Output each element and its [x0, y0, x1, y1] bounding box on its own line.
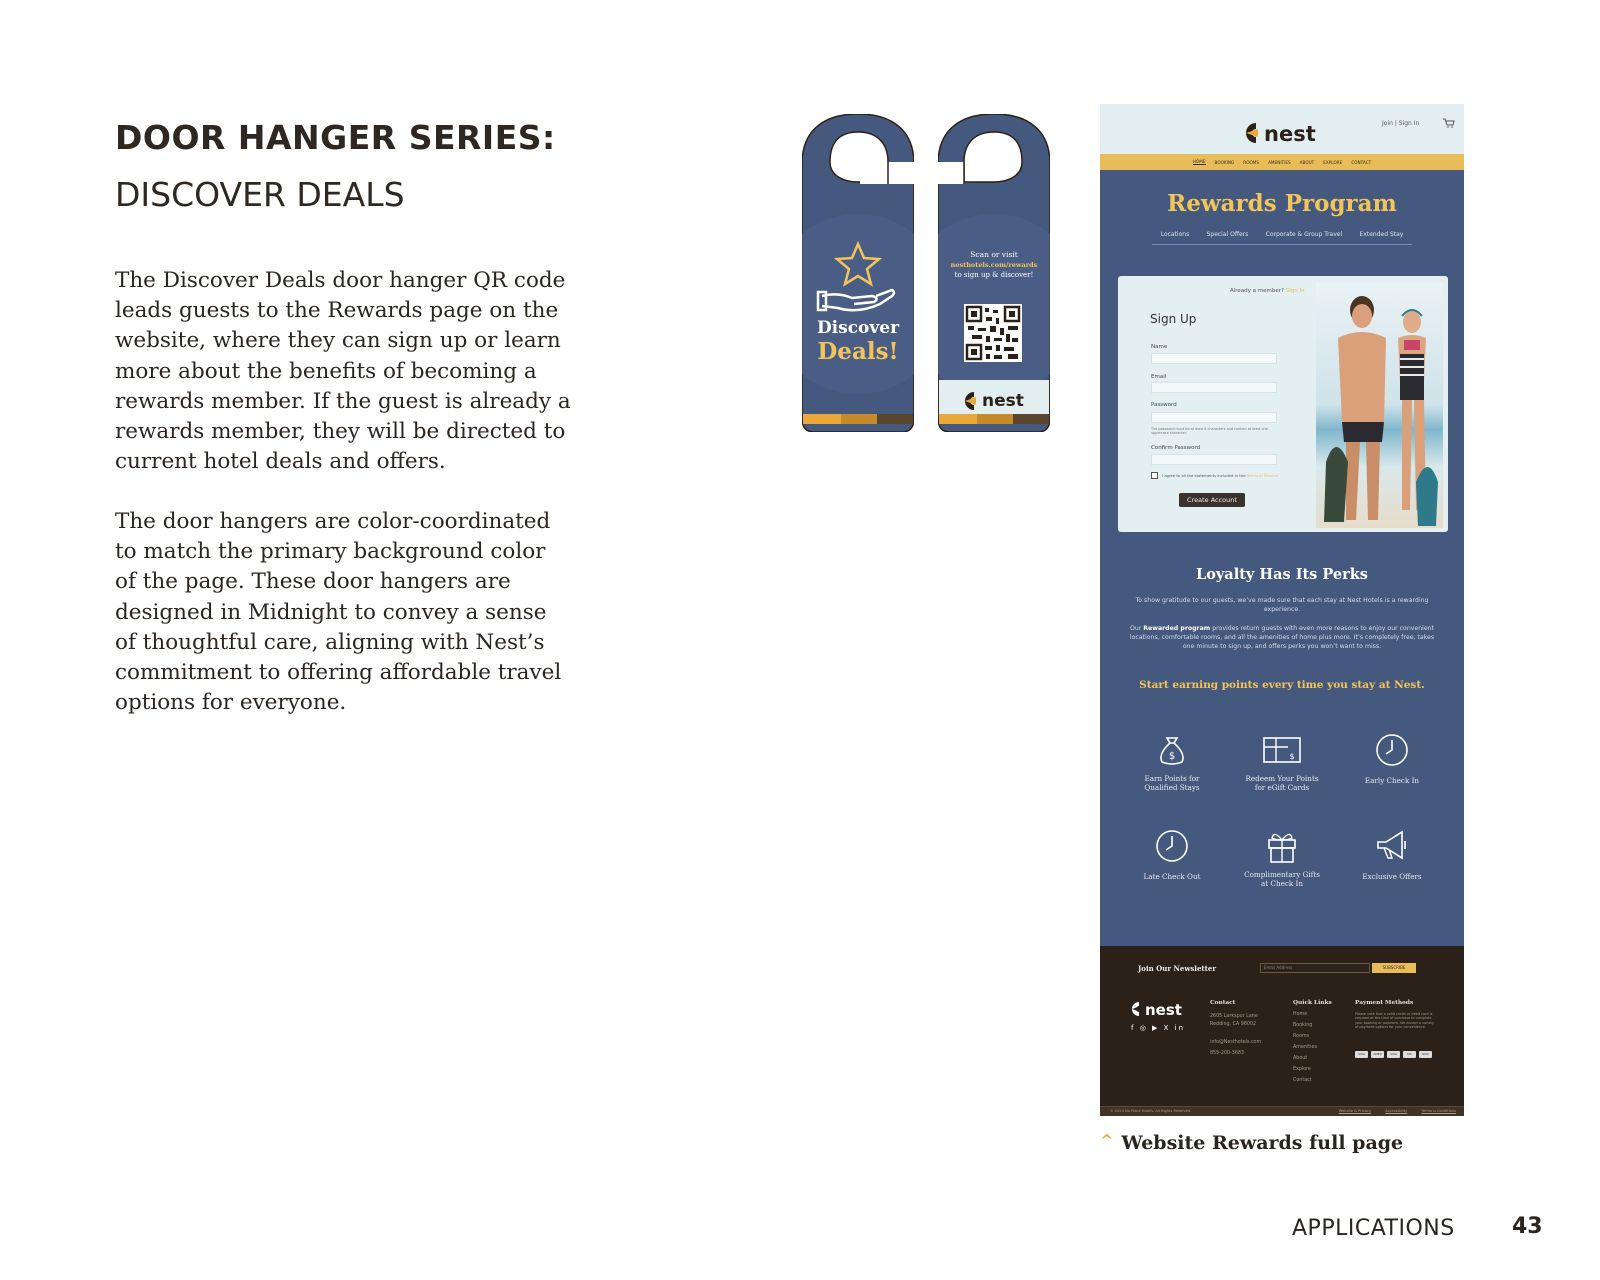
- footer-bottom-bar: [1100, 1106, 1464, 1116]
- nav-contact[interactable]: CONTACT: [1351, 159, 1372, 165]
- terms-link[interactable]: Terms of Service: [1246, 473, 1279, 478]
- svg-text:$: $: [1289, 752, 1295, 761]
- nav-about[interactable]: ABOUT: [1299, 159, 1315, 165]
- confirm-password-field[interactable]: [1151, 454, 1277, 465]
- perk-earn-points: $ Earn Points for Qualified Stays: [1122, 732, 1222, 792]
- terms-checkbox[interactable]: [1151, 472, 1158, 479]
- perk-exclusive-offers: Exclusive Offers: [1342, 828, 1442, 881]
- site-nav: [1100, 154, 1464, 170]
- nav-explore[interactable]: EXPLORE: [1323, 159, 1343, 165]
- rewards-tabs: [1152, 231, 1412, 245]
- hanger-brand: nest: [982, 391, 1024, 411]
- loyalty-title: Loyalty Has Its Perks: [1196, 566, 1368, 583]
- email-field[interactable]: [1151, 382, 1277, 393]
- tab-special-offers[interactable]: Special Offers: [1206, 231, 1249, 238]
- perk-redeem-points: $ Redeem Your Points for eGift Cards: [1232, 732, 1332, 792]
- page-number: 43: [1512, 1214, 1543, 1239]
- footer-brand-text: nest: [1145, 1001, 1182, 1018]
- name-field[interactable]: [1151, 353, 1277, 364]
- newsletter-title: Join Our Newsletter: [1138, 964, 1217, 973]
- create-account-button[interactable]: Create Account: [1179, 493, 1245, 507]
- hanger-scan-line1: Scan or visit: [970, 250, 1018, 259]
- password-label: Password: [1151, 402, 1177, 408]
- caret-icon: ^: [1100, 1131, 1114, 1150]
- color-paragraph: The door hangers are color-coordinated to match the primary background color of the page. These door hangers are designed in Midnight to convey a sense of thoughtful care, aligning with Nest’s commitment to offering affordable travel options for everyone.: [115, 509, 562, 716]
- megaphone-icon: [1374, 828, 1410, 864]
- rewards-title: Rewards Program: [1167, 190, 1397, 217]
- loyalty-paragraph-2: Our Rewarded program provides return guests with even more reasons to enjoy our convenient locations, comfortable rooms, and all the amenities of home plus more. It’s completely free, takes one minute to sign up, and offers perks you won’t want to miss.: [1129, 625, 1435, 650]
- social-icons[interactable]: f ◎ ▶ X in: [1131, 1024, 1186, 1032]
- sign-in-link[interactable]: Sign In: [1285, 288, 1305, 294]
- footer-contact: Contact 2605 Larkspur Lane Redding, CA 96002 info@Nesthotels.com 855-200-3683: [1210, 1000, 1262, 1056]
- tab-locations[interactable]: Locations: [1160, 231, 1190, 238]
- footer-legal-links: Website & Privacy Accessibility Terms & Conditions: [1338, 1109, 1456, 1113]
- tab-extended-stay[interactable]: Extended Stay: [1359, 231, 1404, 238]
- confirm-password-label: Confirm Password: [1151, 445, 1201, 451]
- signup-title: Sign Up: [1150, 312, 1197, 326]
- loyalty-cta: Start earning points every time you stay at Nest.: [1139, 679, 1425, 691]
- nav-booking[interactable]: BOOKING: [1214, 159, 1235, 165]
- website-caption: ^ Website Rewards full page: [1100, 1131, 1404, 1154]
- website-rewards-mockup: [1100, 104, 1464, 1116]
- hanger-scan-line2: to sign up & discover!: [954, 271, 1034, 279]
- nav-amenities[interactable]: AMENITIES: [1268, 159, 1291, 165]
- footer-logo[interactable]: [1130, 1000, 1190, 1018]
- qr-code-icon: [964, 304, 1022, 362]
- perk-late-check-out: Late Check Out: [1122, 828, 1222, 881]
- hanger-url: nesthotels.com/rewards: [950, 261, 1038, 269]
- hanger-front-line1: Discover: [816, 318, 900, 338]
- payment-cards: VISA AMEX VISA MC DISC: [1355, 1051, 1432, 1058]
- door-hanger-front: [802, 114, 914, 432]
- page-subheading: DISCOVER DEALS: [115, 175, 405, 214]
- site-footer: [1100, 946, 1464, 1116]
- perk-complimentary-gifts: Complimentary Gifts at Check In: [1232, 828, 1332, 888]
- site-logo[interactable]: [1242, 120, 1332, 146]
- gift-icon: [1264, 828, 1300, 864]
- cart-icon[interactable]: [1443, 118, 1455, 128]
- door-hanger-back: [938, 114, 1050, 432]
- email-label: Email: [1151, 374, 1167, 380]
- clock-icon: [1154, 828, 1190, 864]
- signup-card: [1118, 276, 1448, 532]
- password-hint: The password must be at least 8 characters and contain at least one uppercase character.: [1151, 427, 1268, 435]
- svg-text:$: $: [1168, 751, 1176, 762]
- hanger-front-line2: Deals!: [817, 338, 899, 365]
- page-heading: DOOR HANGER SERIES:: [115, 118, 556, 157]
- already-member-text: Already a member? Sign In: [1230, 288, 1305, 294]
- intro-paragraph: The Discover Deals door hanger QR code leads guests to the Rewards page on the website, where they can sign up or learn more about the benefits of becoming a rewards member. If the guest is already a rewards member, they will be directed to current hotel deals and offers.: [115, 268, 571, 475]
- name-label: Name: [1151, 344, 1168, 350]
- site-brand-text: nest: [1264, 122, 1316, 146]
- section-label: APPLICATIONS: [1292, 1216, 1455, 1241]
- newsletter-email-input[interactable]: Email Address: [1260, 963, 1370, 973]
- gift-card-icon: [1262, 732, 1302, 768]
- nav-home[interactable]: HOME: [1192, 159, 1206, 164]
- money-bag-icon: [1154, 732, 1190, 768]
- perk-early-check-in: Early Check In: [1342, 732, 1442, 785]
- footer-quick-links: Quick Links Home Booking Rooms Amenities About Explore Contact: [1293, 1000, 1332, 1083]
- password-field[interactable]: [1151, 412, 1277, 423]
- footer-payment: Payment Methods Please note that a valid credit or debit card is required at the time of purchase to complete your booking or payment. We accept a variety of payment options for your convenience.: [1355, 1000, 1434, 1030]
- subscribe-button[interactable]: SUBSCRIBE: [1372, 963, 1416, 973]
- tab-corporate[interactable]: Corporate & Group Travel: [1265, 231, 1343, 238]
- join-sign-in-link[interactable]: Join | Sign In: [1382, 120, 1420, 127]
- loyalty-paragraph-1: To show gratitude to our guests, we’ve made sure that each stay at Nest Hotels is a rewarding experience.: [1135, 597, 1429, 613]
- copyright: © 2024 No Place Hotels. All Rights Reserved.: [1110, 1109, 1192, 1113]
- nav-rooms[interactable]: ROOMS: [1243, 159, 1260, 165]
- terms-text: I agree to all the statements included in the Terms of Service: [1162, 473, 1279, 478]
- beach-couple-photo: [1316, 282, 1443, 528]
- clock-icon: [1374, 732, 1410, 768]
